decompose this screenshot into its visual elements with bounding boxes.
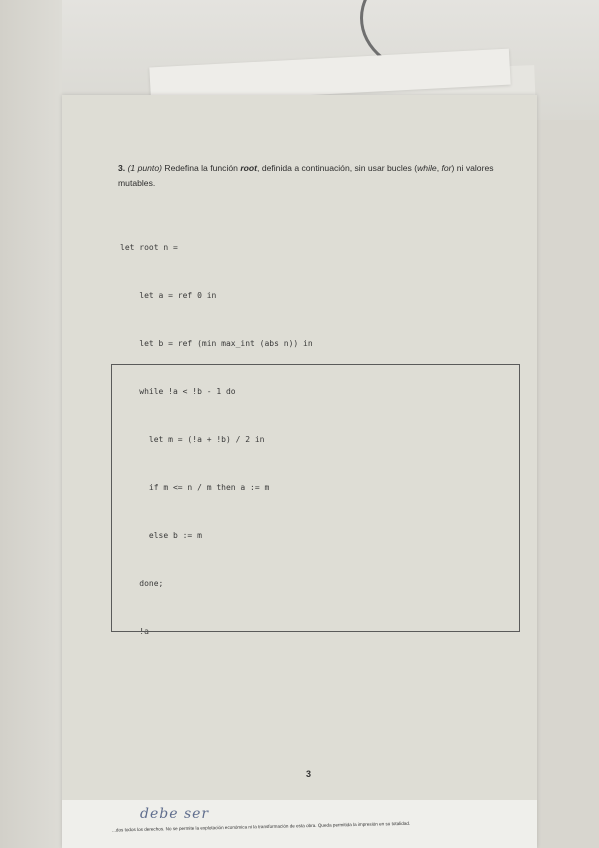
copyright-footer: ...dos todos los derechos. No se permite la explotación económica ni la transformación de esta obra. Queda permitida la impresión en su totalidad. <box>111 820 411 833</box>
code-line: let a = ref 0 in <box>120 291 217 300</box>
question-points: (1 punto) <box>127 163 162 173</box>
code-line: let root n = <box>120 243 178 252</box>
code-line: else b := m <box>120 531 202 540</box>
code-line: if m <= n / m then a := m <box>120 483 270 492</box>
keyword-for: for <box>441 163 452 173</box>
code-line: let b = ref (min max_int (abs n)) in <box>120 339 313 348</box>
code-line: done; <box>120 579 164 588</box>
question-comma: , <box>436 163 442 173</box>
question-text-before: Redefina la función <box>161 163 241 173</box>
answer-box <box>111 364 520 632</box>
question-number: 3. <box>118 163 126 173</box>
background-edge <box>0 0 62 848</box>
question-text <box>118 161 508 191</box>
handwritten-note: debe ser <box>140 806 210 822</box>
code-line: !a <box>120 627 149 636</box>
function-name: root <box>240 163 258 173</box>
code-line: while !a < !b - 1 do <box>120 387 236 396</box>
keyword-while: while <box>417 163 437 173</box>
question-text-after: ) ni valores mutables. <box>118 163 494 188</box>
exam-page <box>62 95 537 848</box>
question-text-middle: , definida a continuación, sin usar bucles ( <box>257 163 418 173</box>
code-line: let m = (!a + !b) / 2 in <box>120 435 265 444</box>
page-number: 3 <box>306 769 312 779</box>
